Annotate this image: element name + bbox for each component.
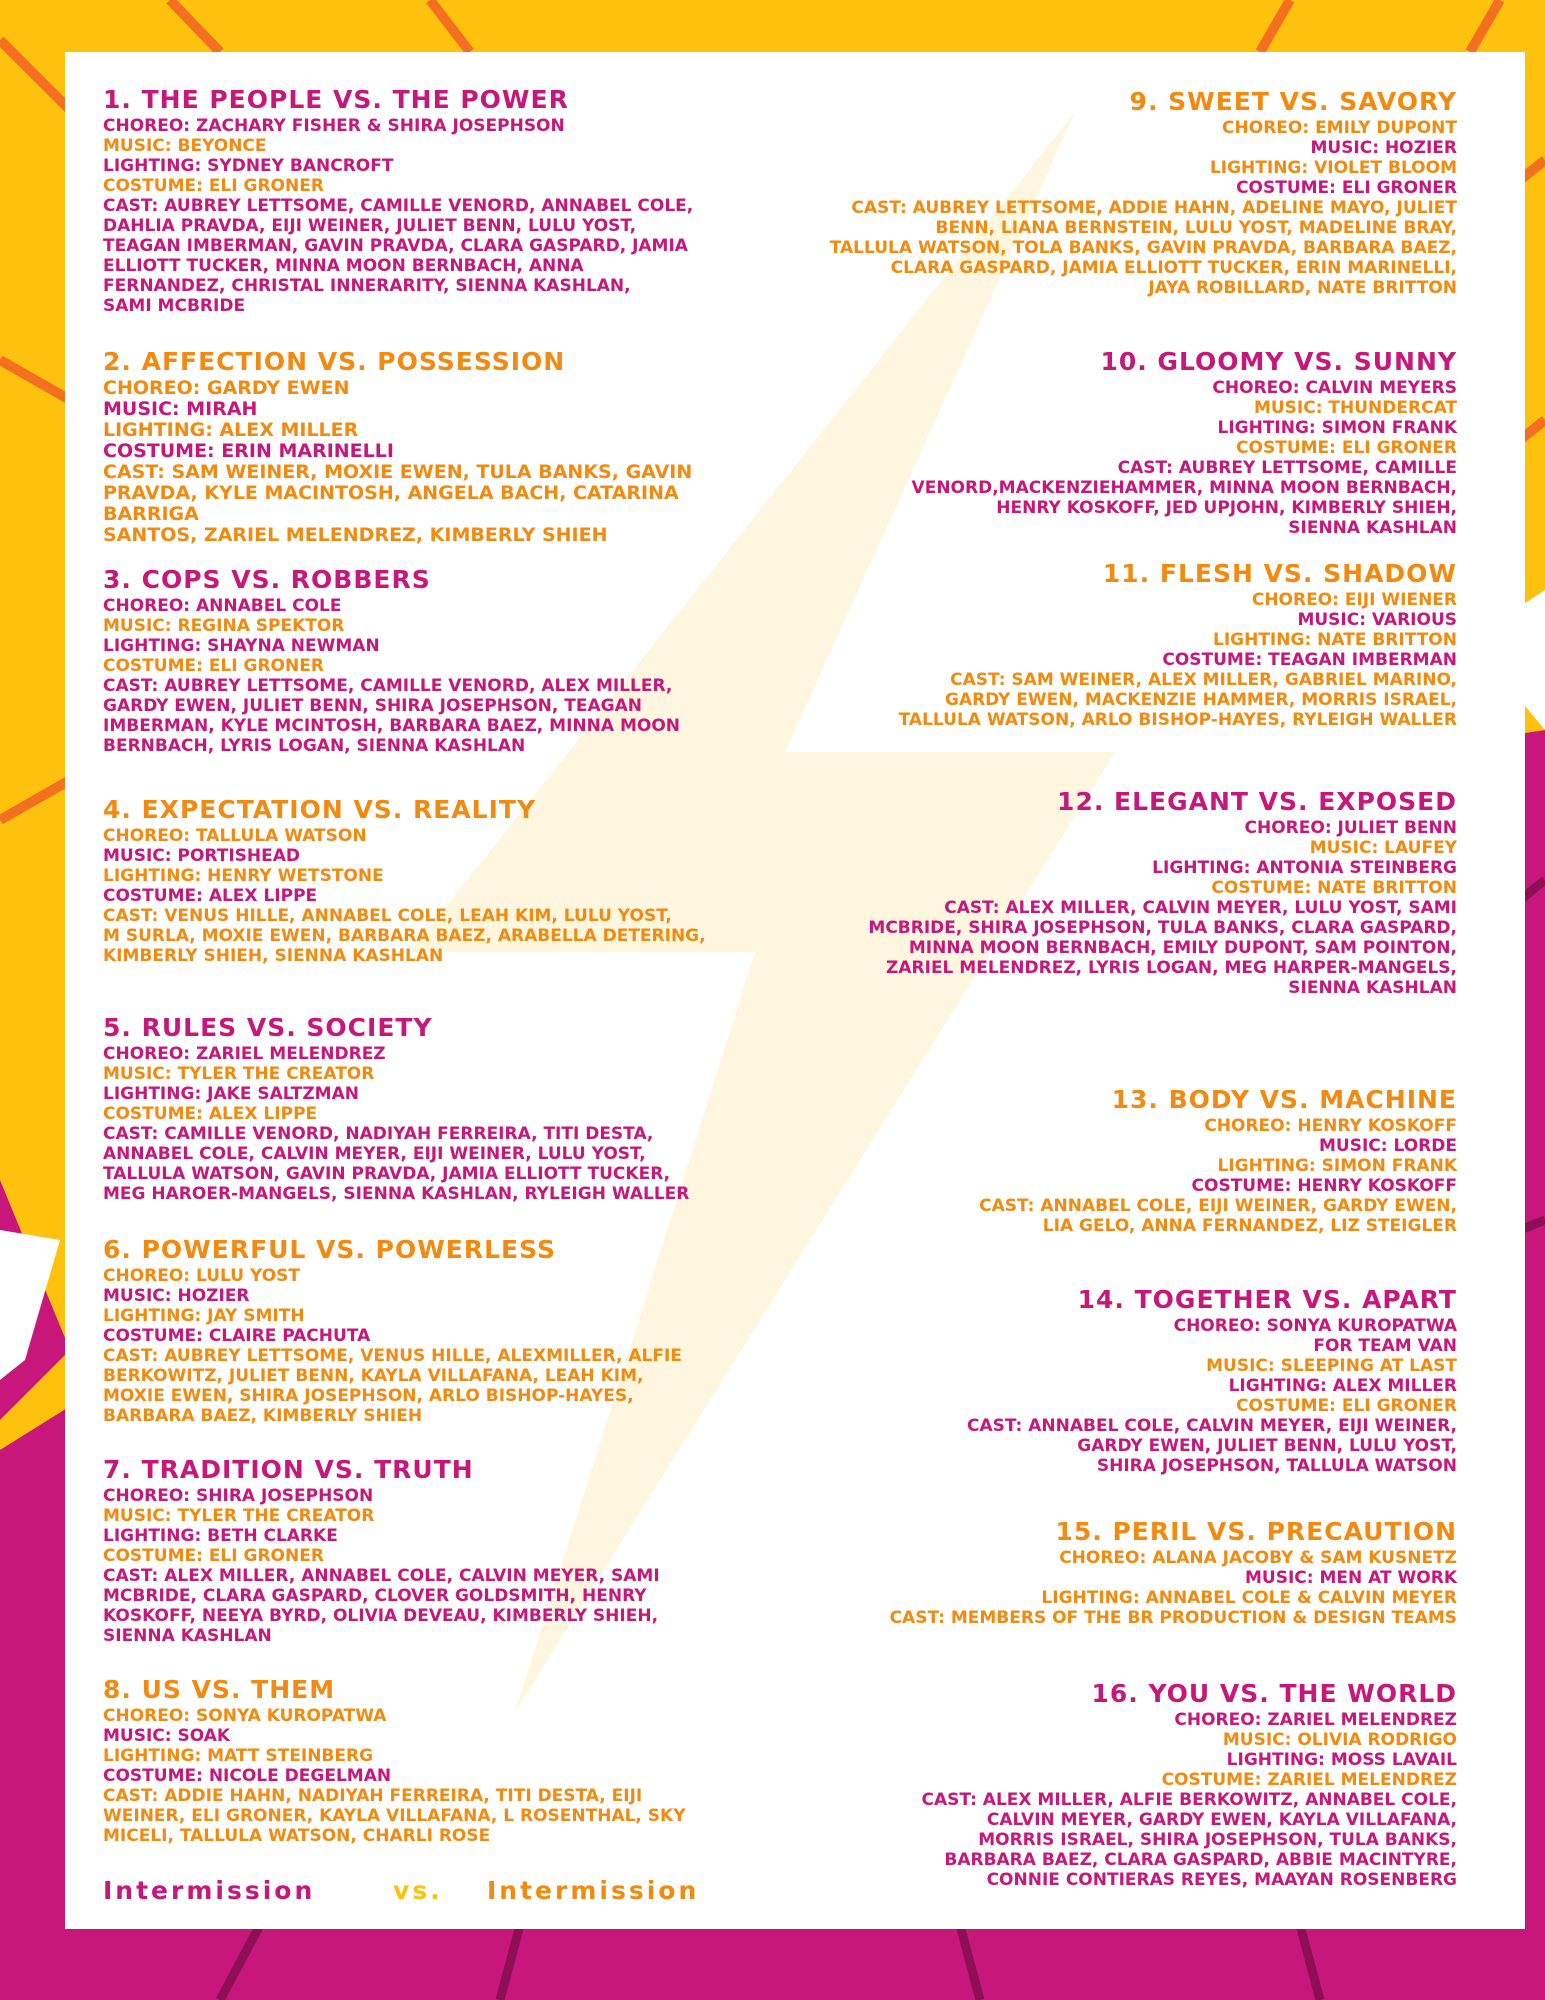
act-costume: COSTUME: ALEX LIPPE — [103, 886, 318, 906]
act-title: 16. YOU VS. THE WORLD — [1091, 1679, 1457, 1708]
act-cast-line: BARBARA BAEZ, KIMBERLY SHIEH — [103, 1406, 423, 1426]
act-choreo: CHOREO: JULIET BENN — [1244, 818, 1457, 838]
act-cast-line: MCBRIDE, CLARA GASPARD, CLOVER GOLDSMITH, HENRY — [103, 1586, 647, 1606]
act-lighting: LIGHTING: MOSS LAVAIL — [1226, 1750, 1457, 1770]
act-costume: COSTUME: ALEX LIPPE — [103, 1104, 318, 1124]
act-cast-line: CAST: VENUS HILLE, ANNABEL COLE, LEAH KIM, LULU YOST, — [103, 906, 672, 926]
act-music: MUSIC: SLEEPING AT LAST — [1206, 1356, 1457, 1376]
act-music: MUSIC: LORDE — [1319, 1136, 1457, 1156]
act-lighting: LIGHTING: ALEX MILLER — [1228, 1376, 1457, 1396]
act-lighting: LIGHTING: HENRY WETSTONE — [103, 866, 384, 886]
act-lighting: LIGHTING: ANNABEL COLE & CALVIN MEYER — [1041, 1588, 1457, 1608]
act-music: MUSIC: HOZIER — [1310, 138, 1457, 158]
act-title: 14. TOGETHER VS. APART — [1077, 1285, 1457, 1314]
act-choreo: CHOREO: EMILY DUPONT — [1222, 118, 1457, 138]
act-music: MUSIC: LAUFEY — [1309, 838, 1457, 858]
act-lighting: LIGHTING: NATE BRITTON — [1213, 630, 1457, 650]
act-cast-line: BERKOWITZ, JULIET BENN, KAYLA VILLAFANA, LEAH KIM, — [103, 1366, 644, 1386]
act-title: 4. EXPECTATION VS. REALITY — [103, 795, 537, 824]
act-cast-line: CAST: ANNABEL COLE, EIJI WEINER, GARDY EWEN, — [979, 1196, 1457, 1216]
act-cast-line: ANNABEL COLE, CALVIN MEYER, EIJI WEINER, LULU YOST, — [103, 1144, 646, 1164]
intermission-right: Intermission — [487, 1876, 700, 1905]
act-cast-line: TALLULA WATSON, TOLA BANKS, GAVIN PRAVDA, BARBARA BAEZ, — [829, 238, 1457, 258]
act-10 — [797, 346, 1457, 538]
act-costume: COSTUME: ELI GRONER — [103, 1546, 324, 1566]
act-lighting: LIGHTING: ANTONIA STEINBERG — [1152, 858, 1457, 878]
act-costume: COSTUME: ERIN MARINELLI — [103, 440, 394, 462]
act-cast-line: SIENNA KASHLAN — [1288, 518, 1457, 538]
act-cast-line: SIENNA KASHLAN — [1288, 978, 1457, 998]
act-choreo: CHOREO: HENRY KOSKOFF — [1204, 1116, 1457, 1136]
act-costume: COSTUME: ELI GRONER — [1236, 1396, 1457, 1416]
act-music: MUSIC: OLIVIA RODRIGO — [1222, 1730, 1457, 1750]
act-lighting: LIGHTING: JAY SMITH — [103, 1306, 305, 1326]
act-cast-line: CAST: SAM WEINER, ALEX MILLER, GABRIEL MARINO, — [950, 670, 1457, 690]
act-music: MUSIC: MEN AT WORK — [1245, 1568, 1457, 1588]
act-title: 6. POWERFUL VS. POWERLESS — [103, 1235, 557, 1264]
program-page — [65, 52, 1525, 1929]
act-14 — [797, 1284, 1457, 1476]
act-title: 9. SWEET VS. SAVORY — [1129, 87, 1457, 116]
act-cast-line: MICELI, TALLULA WATSON, CHARLI ROSE — [103, 1826, 491, 1846]
act-title: 3. COPS VS. ROBBERS — [103, 565, 431, 594]
act-cast-line: SANTOS, ZARIEL MELENDREZ, KIMBERLY SHIEH — [103, 524, 608, 546]
act-cast-line: CAST: AUBREY LETTSOME, CAMILLE VENORD, ANNABEL COLE, — [103, 196, 694, 216]
act-cast-line: SIENNA KASHLAN — [103, 1626, 272, 1646]
act-cast-line: CALVIN MEYER, GARDY EWEN, KAYLA VILLAFANA, — [986, 1810, 1457, 1830]
act-cast-line: GARDY EWEN, JULIET BENN, SHIRA JOSEPHSON, TEAGAN — [103, 696, 642, 716]
act-cast-line: MINNA MOON BERNBACH, EMILY DUPONT, SAM POINTON, — [908, 938, 1457, 958]
act-costume: COSTUME: ZARIEL MELENDREZ — [1161, 1770, 1457, 1790]
act-cast-line: FERNANDEZ, CHRISTAL INNERARITY, SIENNA KASHLAN, — [103, 276, 631, 296]
act-title: 8. US VS. THEM — [103, 1675, 336, 1704]
act-title: 11. FLESH VS. SHADOW — [1102, 559, 1457, 588]
act-7 — [103, 1454, 763, 1646]
act-cast-line: CAST: ALEX MILLER, ANNABEL COLE, CALVIN MEYER, SAMI — [103, 1566, 660, 1586]
act-title: 7. TRADITION VS. TRUTH — [103, 1455, 474, 1484]
act-cast-line: WEINER, ELI GRONER, KAYLA VILLAFANA, L ROSENTHAL, SKY — [103, 1806, 686, 1826]
act-lighting: LIGHTING: MATT STEINBERG — [103, 1746, 374, 1766]
act-cast-line: PRAVDA, KYLE MACINTOSH, ANGELA BACH, CATARINA BARRIGA — [103, 482, 679, 525]
act-cast-line: MEG HAROER-MANGELS, SIENNA KASHLAN, RYLEIGH WALLER — [103, 1184, 690, 1204]
act-cast-line: KIMBERLY SHIEH, SIENNA KASHLAN — [103, 946, 444, 966]
act-title: 1. THE PEOPLE VS. THE POWER — [103, 85, 569, 114]
act-cast-line: SHIRA JOSEPHSON, TALLULA WATSON — [1096, 1456, 1457, 1476]
act-cast-line: BERNBACH, LYRIS LOGAN, SIENNA KASHLAN — [103, 736, 526, 756]
act-2 — [103, 346, 763, 546]
act-lighting: LIGHTING: SIMON FRANK — [1217, 418, 1457, 438]
act-cast-line: BARBARA BAEZ, CLARA GASPARD, ABBIE MACINTYRE, — [944, 1850, 1457, 1870]
act-cast-line: CAST: AUBREY LETTSOME, ADDIE HAHN, ADELINE MAYO, JULIET — [851, 198, 1457, 218]
act-cast-line: CAST: ADDIE HAHN, NADIYAH FERREIRA, TITI DESTA, EIJI — [103, 1786, 643, 1806]
act-choreo: CHOREO: ANNABEL COLE — [103, 596, 342, 616]
intermission-vs: vs. — [393, 1876, 443, 1905]
act-costume: COSTUME: ELI GRONER — [103, 176, 324, 196]
act-title: 13. BODY VS. MACHINE — [1111, 1085, 1457, 1114]
act-cast-line: TEAGAN IMBERMAN, GAVIN PRAVDA, CLARA GASPARD, JAMIA — [103, 236, 688, 256]
act-choreo-note: FOR TEAM VAN — [1313, 1336, 1457, 1356]
act-title: 2. AFFECTION VS. POSSESSION — [103, 347, 566, 376]
act-music: MUSIC: BEYONCE — [103, 136, 267, 156]
act-cast-line: CAST: AUBREY LETTSOME, VENUS HILLE, ALEXMILLER, ALFIE — [103, 1346, 682, 1366]
act-cast-line: IMBERMAN, KYLE MCINTOSH, BARBARA BAEZ, MINNA MOON — [103, 716, 681, 736]
act-title: 5. RULES VS. SOCIETY — [103, 1013, 433, 1042]
act-music: MUSIC: SOAK — [103, 1726, 231, 1746]
act-music: MUSIC: TYLER THE CREATOR — [103, 1506, 375, 1526]
act-cast-line: MOXIE EWEN, SHIRA JOSEPHSON, ARLO BISHOP-HAYES, — [103, 1386, 634, 1406]
act-cast-line: ZARIEL MELENDREZ, LYRIS LOGAN, MEG HARPER-MANGELS, — [886, 958, 1457, 978]
act-choreo: CHOREO: GARDY EWEN — [103, 377, 350, 399]
act-cast-line: TALLULA WATSON, GAVIN PRAVDA, JAMIA ELLIOTT TUCKER, — [103, 1164, 671, 1184]
act-5 — [103, 1012, 763, 1204]
act-music: MUSIC: REGINA SPEKTOR — [103, 616, 345, 636]
act-music: MUSIC: VARIOUS — [1297, 610, 1457, 630]
act-music: MUSIC: PORTISHEAD — [103, 846, 300, 866]
act-cast-line: CAST: ALEX MILLER, ALFIE BERKOWITZ, ANNABEL COLE, — [921, 1790, 1457, 1810]
intermission-left: Intermission — [103, 1876, 316, 1905]
act-title: 10. GLOOMY VS. SUNNY — [1100, 347, 1457, 376]
act-cast-line: M SURLA, MOXIE EWEN, BARBARA BAEZ, ARABELLA DETERING, — [103, 926, 706, 946]
act-cast-line: MCBRIDE, SHIRA JOSEPHSON, TULA BANKS, CLARA GASPARD, — [868, 918, 1457, 938]
act-lighting: LIGHTING: SHAYNA NEWMAN — [103, 636, 380, 656]
act-choreo: CHOREO: ZARIEL MELENDREZ — [1174, 1710, 1457, 1730]
act-choreo: CHOREO: CALVIN MEYERS — [1212, 378, 1457, 398]
act-cast-line: GARDY EWEN, JULIET BENN, LULU YOST, — [1077, 1436, 1457, 1456]
act-16 — [797, 1678, 1457, 1890]
act-13 — [797, 1084, 1457, 1236]
act-choreo: CHOREO: ZACHARY FISHER & SHIRA JOSEPHSON — [103, 116, 565, 136]
act-1 — [103, 84, 763, 316]
act-title: 12. ELEGANT VS. EXPOSED — [1057, 787, 1457, 816]
act-cast-line: CAST: AUBREY LETTSOME, CAMILLE VENORD, ALEX MILLER, — [103, 676, 673, 696]
act-choreo: CHOREO: LULU YOST — [103, 1266, 301, 1286]
act-lighting: LIGHTING: SYDNEY BANCROFT — [103, 156, 394, 176]
act-cast-line: KOSKOFF, NEEYA BYRD, OLIVIA DEVEAU, KIMBERLY SHIEH, — [103, 1606, 659, 1626]
act-cast-line: CAST: MEMBERS OF THE BR PRODUCTION & DESIGN TEAMS — [889, 1608, 1457, 1628]
act-choreo: CHOREO: SONYA KUROPATWA — [1173, 1316, 1457, 1336]
act-costume: COSTUME: TEAGAN IMBERMAN — [1162, 650, 1457, 670]
act-11 — [797, 558, 1457, 730]
act-title: 15. PERIL VS. PRECAUTION — [1055, 1517, 1457, 1546]
act-cast-line: LIA GELO, ANNA FERNANDEZ, LIZ STEIGLER — [1042, 1216, 1457, 1236]
act-cast-line: JAYA ROBILLARD, NATE BRITTON — [1148, 278, 1457, 298]
act-costume: COSTUME: CLAIRE PACHUTA — [103, 1326, 371, 1346]
act-3 — [103, 564, 763, 756]
act-choreo: CHOREO: EIJI WIENER — [1251, 590, 1457, 610]
act-cast-line: CLARA GASPARD, JAMIA ELLIOTT TUCKER, ERIN MARINELLI, — [890, 258, 1457, 278]
act-music: MUSIC: TYLER THE CREATOR — [103, 1064, 375, 1084]
act-6 — [103, 1234, 763, 1426]
act-cast-line: GARDY EWEN, MACKENZIE HAMMER, MORRIS ISRAEL, — [944, 690, 1457, 710]
act-cast-line: MORRIS ISRAEL, SHIRA JOSEPHSON, TULA BANKS, — [978, 1830, 1457, 1850]
act-music: MUSIC: THUNDERCAT — [1253, 398, 1457, 418]
act-8 — [103, 1674, 763, 1846]
act-cast-line: CONNIE CONTIERAS REYES, MAAYAN ROSENBERG — [986, 1870, 1457, 1890]
act-cast-line: DAHLIA PRAVDA, EIJI WEINER, JULIET BENN, LULU YOST, — [103, 216, 637, 236]
act-lighting: LIGHTING: JAKE SALTZMAN — [103, 1084, 359, 1104]
act-costume: COSTUME: ELI GRONER — [103, 656, 324, 676]
act-12 — [797, 786, 1457, 998]
act-cast-line: CAST: CAMILLE VENORD, NADIYAH FERREIRA, TITI DESTA, — [103, 1124, 654, 1144]
act-cast-line: ELLIOTT TUCKER, MINNA MOON BERNBACH, ANNA — [103, 256, 584, 276]
act-choreo: CHOREO: SONYA KUROPATWA — [103, 1706, 387, 1726]
act-lighting: LIGHTING: VIOLET BLOOM — [1209, 158, 1457, 178]
act-choreo: CHOREO: TALLULA WATSON — [103, 826, 367, 846]
act-lighting: LIGHTING: BETH CLARKE — [103, 1526, 338, 1546]
act-cast-line: CAST: ALEX MILLER, CALVIN MEYER, LULU YOST, SAMI — [944, 898, 1457, 918]
act-choreo: CHOREO: SHIRA JOSEPHSON — [103, 1486, 374, 1506]
act-cast-line: VENORD,MACKENZIEHAMMER, MINNA MOON BERNBACH, — [911, 478, 1457, 498]
act-costume: COSTUME: ELI GRONER — [1236, 438, 1457, 458]
act-music: MUSIC: HOZIER — [103, 1286, 250, 1306]
act-music: MUSIC: MIRAH — [103, 398, 258, 420]
act-15 — [797, 1516, 1457, 1628]
act-cast-line: CAST: ANNABEL COLE, CALVIN MEYER, EIJI WEINER, — [967, 1416, 1457, 1436]
act-cast-line: HENRY KOSKOFF, JED UPJOHN, KIMBERLY SHIEH, — [996, 498, 1457, 518]
act-costume: COSTUME: HENRY KOSKOFF — [1191, 1176, 1457, 1196]
act-costume: COSTUME: ELI GRONER — [1236, 178, 1457, 198]
act-cast-line: TALLULA WATSON, ARLO BISHOP-HAYES, RYLEIGH WALLER — [898, 710, 1457, 730]
act-4 — [103, 794, 763, 966]
act-lighting: LIGHTING: ALEX MILLER — [103, 419, 359, 441]
act-cast-line: CAST: SAM WEINER, MOXIE EWEN, TULA BANKS, GAVIN — [103, 461, 693, 483]
act-choreo: CHOREO: ALANA JACOBY & SAM KUSNETZ — [1059, 1548, 1457, 1568]
act-cast-line: SAMI MCBRIDE — [103, 296, 246, 316]
act-cast-line: CAST: AUBREY LETTSOME, CAMILLE — [1117, 458, 1457, 478]
act-costume: COSTUME: NATE BRITTON — [1211, 878, 1457, 898]
act-choreo: CHOREO: ZARIEL MELENDREZ — [103, 1044, 386, 1064]
act-9 — [797, 86, 1457, 298]
act-lighting: LIGHTING: SIMON FRANK — [1217, 1156, 1457, 1176]
act-costume: COSTUME: NICOLE DEGELMAN — [103, 1766, 392, 1786]
act-cast-line: BENN, LIANA BERNSTEIN, LULU YOST, MADELINE BRAY, — [935, 218, 1457, 238]
